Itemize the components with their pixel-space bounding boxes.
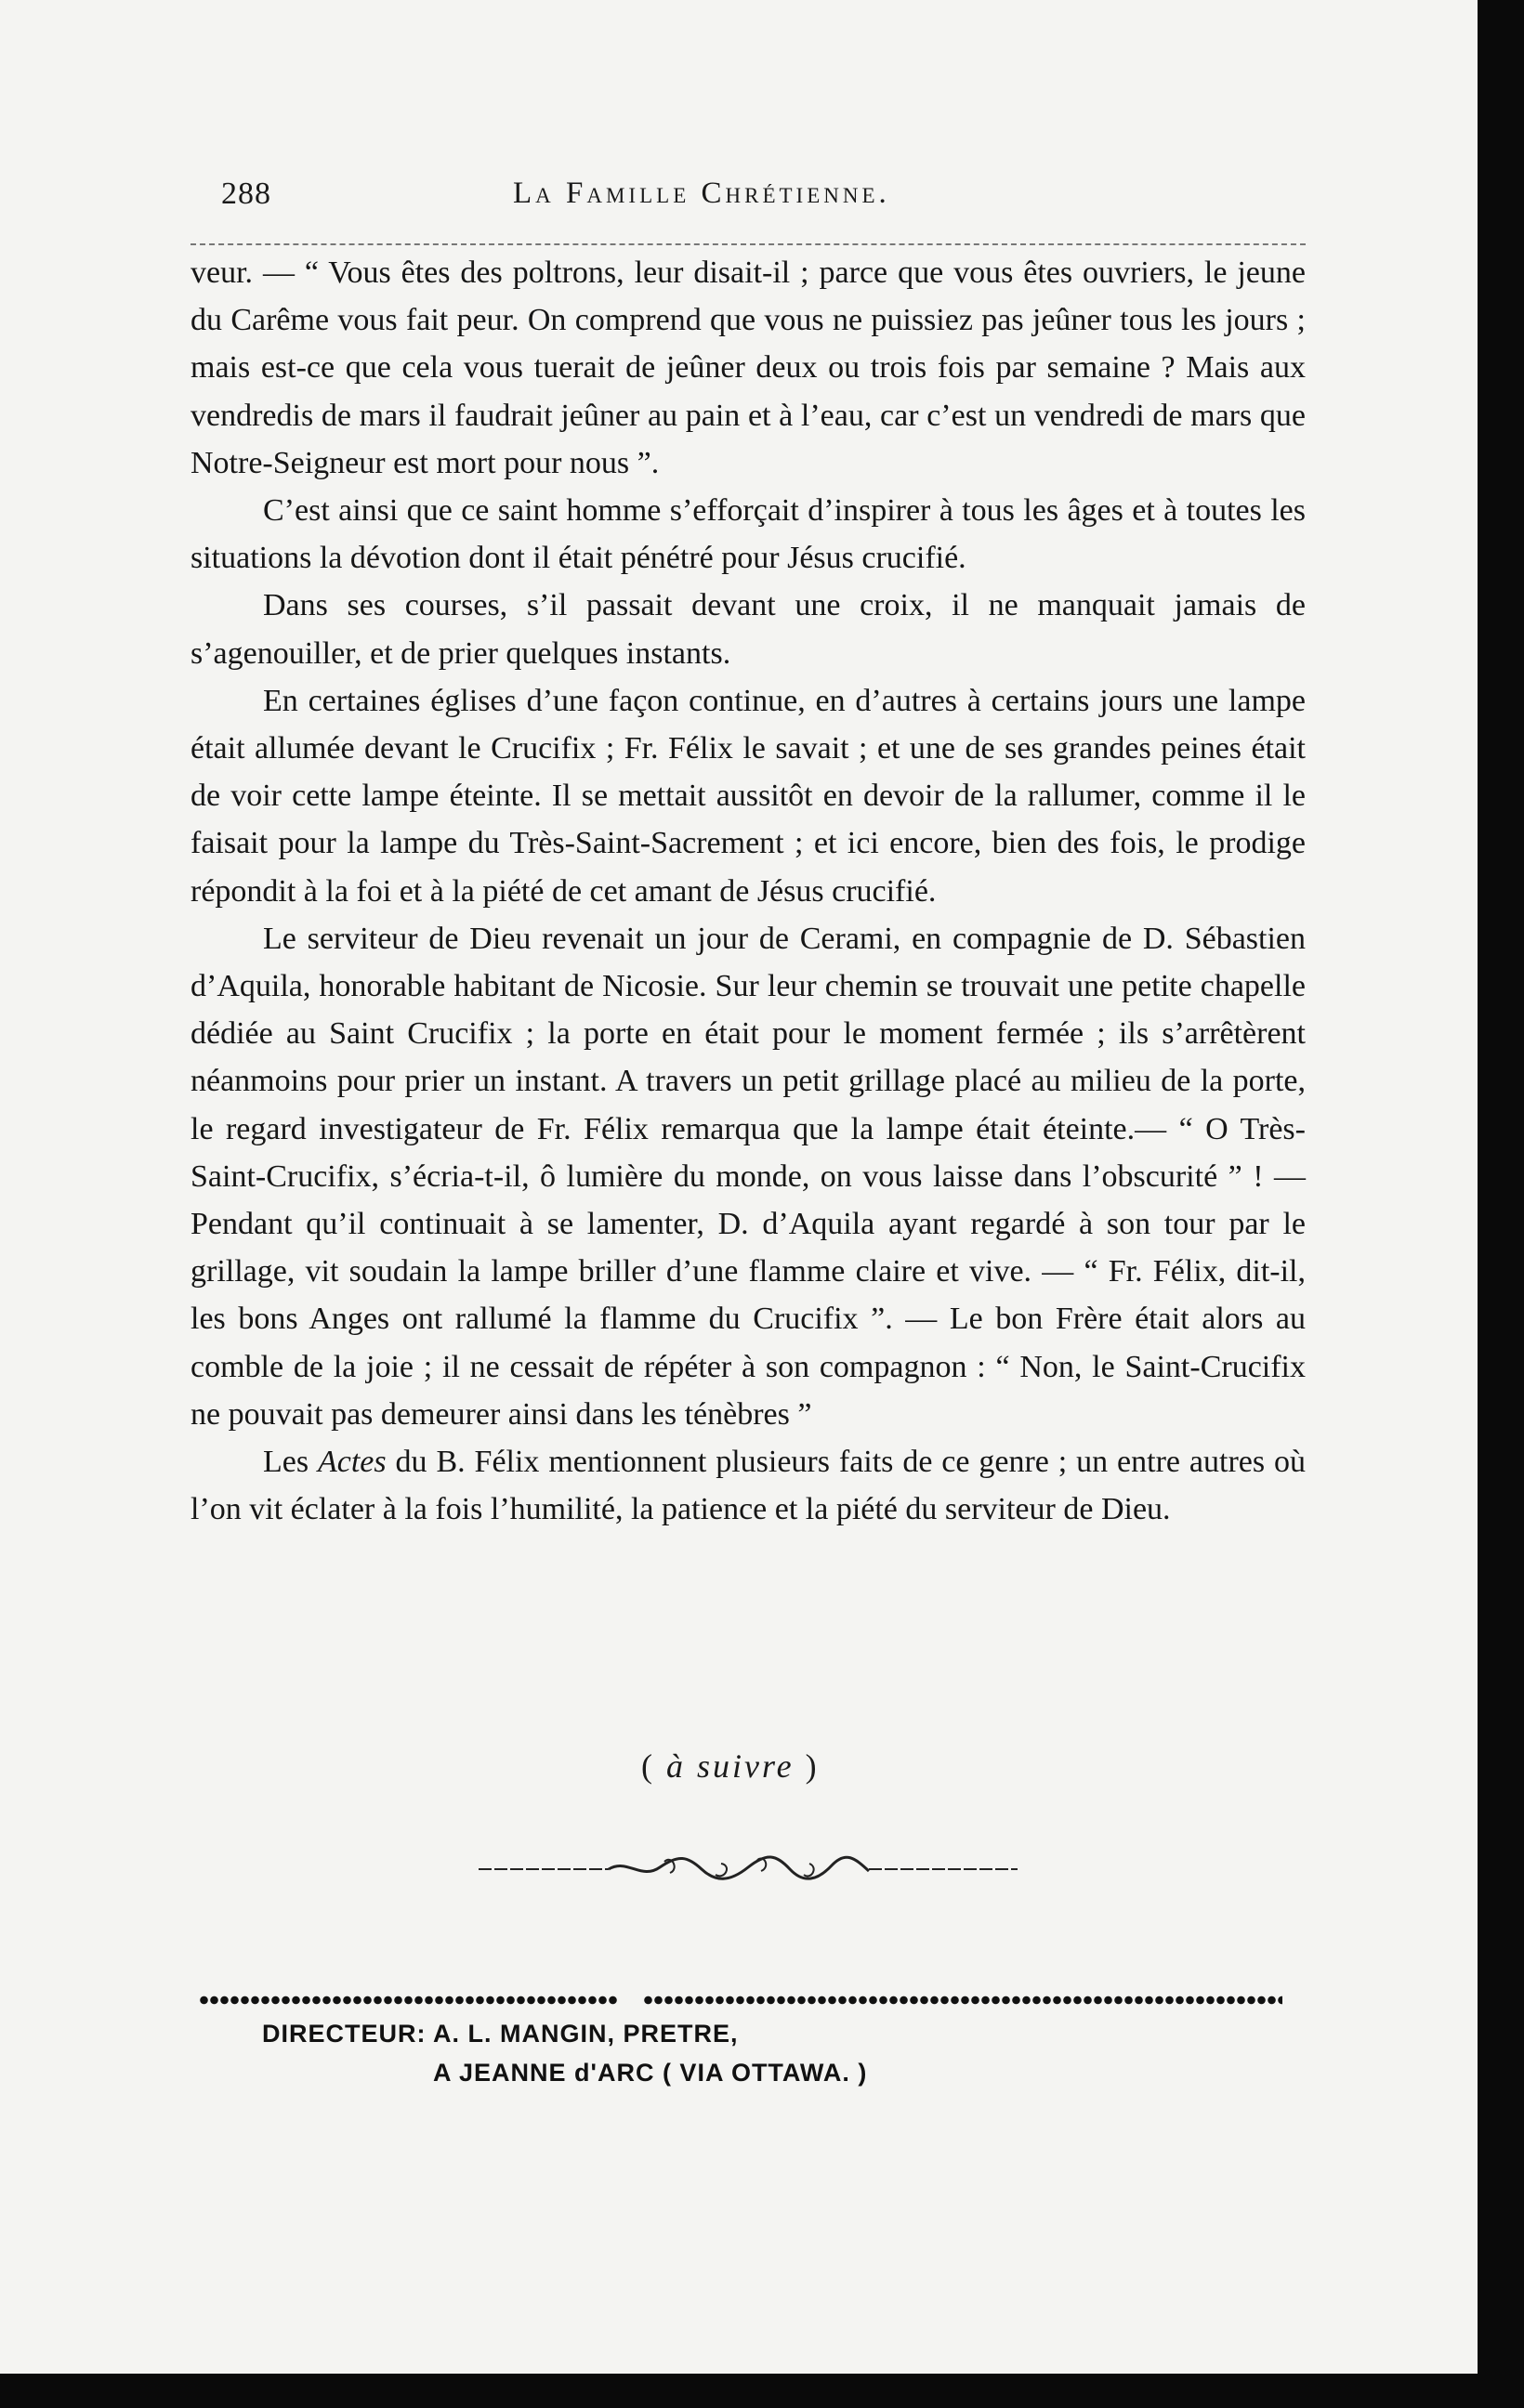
colophon-address: A JEANNE d'ARC ( VIA OTTAWA. ): [433, 2059, 868, 2087]
page-number: 288: [221, 177, 271, 211]
body-text: [190, 249, 1306, 1533]
paragraph-2: C’est ainsi que ce saint homme s’efforçait d’inspirer à tous les âges et à toutes les situations la dévotion dont il était pénétré pour Jésus crucifié.: [190, 493, 1306, 576]
paragraph-6-start: Les: [263, 1445, 318, 1480]
paragraph-1: veur. — “ Vous êtes des poltrons, leur disait-il ; parce que vous êtes ouvriers, le jeune du Carême vous fait peur. On comprend que vous ne puissiez pas jeûner tous les jours ; mais est-ce que cela vous tuerait de jeûner deux ou trois fois par semaine ? Mais aux vendredis de mars il faudrait jeûner au pain et à l’eau, car c’est un vendredi de mars que Notre-Seigneur est mort pour nous ”.: [190, 255, 1306, 480]
header-rule: [190, 243, 1306, 245]
ornament-divider: [479, 1849, 1018, 1886]
running-title: La Famille Chrétienne.: [513, 177, 890, 210]
to-follow-text: à suivre: [666, 1747, 795, 1785]
colophon-director: DIRECTEUR: A. L. MANGIN, PRETRE,: [262, 2020, 739, 2048]
footer-dotted-rule-right: [643, 1994, 1282, 2007]
footer-dotted-rule-left: [199, 1994, 619, 2007]
paragraph-3: Dans ses courses, s’il passait devant une croix, il ne manquait jamais de s’agenouiller, et de prier quelques instants.: [190, 588, 1306, 671]
scan-border-bottom: [0, 2374, 1524, 2408]
to-follow-close-paren: ): [794, 1747, 820, 1785]
page-header: [221, 173, 1308, 221]
scan-border-right: [1478, 0, 1524, 2408]
to-be-continued: [641, 1747, 920, 1786]
to-follow-open-paren: (: [641, 1747, 666, 1785]
italic-title-actes: Actes: [318, 1445, 387, 1480]
paragraph-4: En certaines églises d’une façon continue, en d’autres à certains jours une lampe était allumée devant le Crucifix ; Fr. Félix le savait ; et une de ses grandes peines était de voir cette lampe éteinte. Il se mettait aussitôt en devoir de la rallumer, comme il le faisait pour la lampe du Très-Saint-Sacrement ; et ici encore, bien des fois, le prodige répondit à la foi et à la piété de cet amant de Jésus crucifié.: [190, 683, 1306, 909]
paragraph-6-rest: du B. Félix mentionnent plusieurs faits de ce genre ; un entre autres où l’on vit éclater à la fois l’humilité, la patience et la piété du serviteur de Dieu.: [190, 1445, 1306, 1527]
paragraph-5: Le serviteur de Dieu revenait un jour de Cerami, en compagnie de D. Sébastien d’Aquila, honorable habitant de Nicosie. Sur leur chemin se trouvait une petite chapelle dédiée au Saint Crucifix ; la porte en était pour le moment fermée ; ils s’arrêtèrent néanmoins pour prier un instant. A travers un petit grillage placé au milieu de la porte, le regard investigateur de Fr. Félix remarqua que la lampe était éteinte.— “ O Très-Saint-Crucifix, s’écria-t-il, ô lumière du monde, on vous laisse dans l’obscurité ” ! — Pendant qu’il continuait à se lamenter, D. d’Aquila ayant regardé à son tour par le grillage, vit soudain la lampe briller d’une flamme claire et vive. — “ Fr. Félix, dit-il, les bons Anges ont rallumé la flamme du Crucifix ”. — Le bon Frère était alors au comble de la joie ; il ne cessait de répéter à son compagnon : “ Non, le Saint-Crucifix ne pouvait pas demeurer ainsi dans les ténèbres ”: [190, 921, 1306, 1432]
paragraph-6: [190, 1438, 1306, 1533]
